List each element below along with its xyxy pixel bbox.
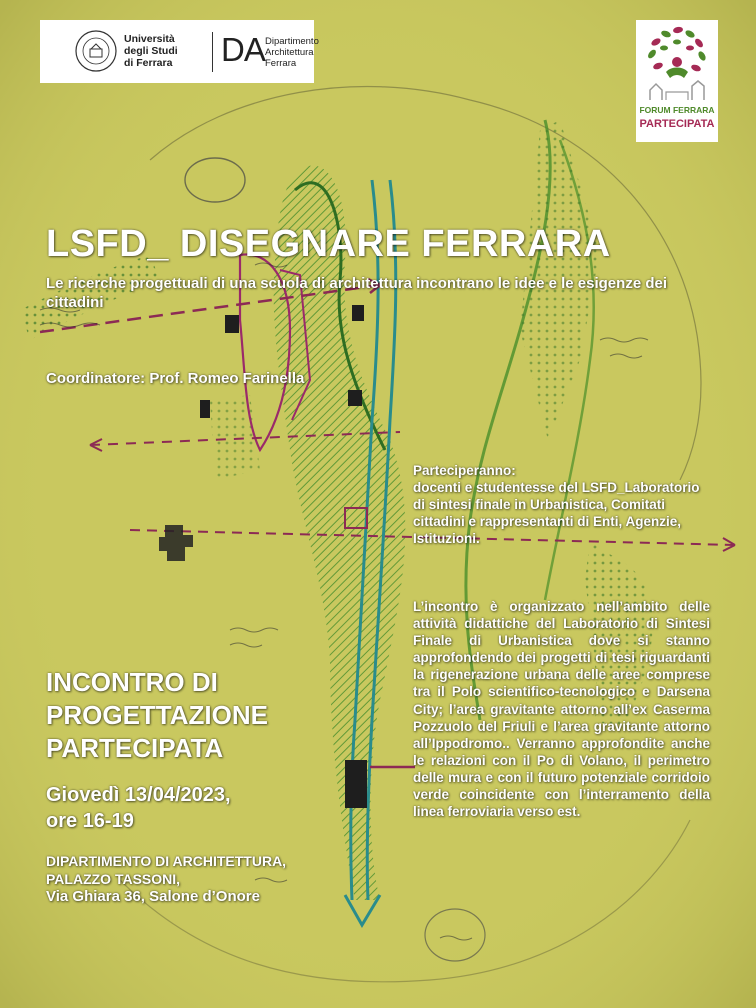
forum-label-line2: PARTECIPATA xyxy=(639,118,715,130)
forum-label-line1: FORUM FERRARA xyxy=(639,105,715,115)
event-time: ore 16-19 xyxy=(46,810,134,832)
venue-address: Via Ghiara 36, Salone d’Onore xyxy=(46,888,260,905)
venue-line2: PALAZZO TASSONI, xyxy=(46,871,181,887)
event-title-line3: PARTECIPATA xyxy=(46,733,224,763)
event-date: Giovedì 13/04/2023, xyxy=(46,784,231,806)
department-name-line3: Ferrara xyxy=(265,58,297,69)
department-name-line1: Dipartimento xyxy=(265,36,319,47)
university-name xyxy=(124,33,204,69)
da-mark: DA xyxy=(221,31,265,68)
event-title-line1: INCONTRO DI xyxy=(46,667,218,697)
event-datetime xyxy=(46,782,231,834)
participants-text: docenti e studentesse del LSFD_Laboratorio di sintesi finale in Urbanistica, Comitati cittadini e rappresentanti di Enti, Agenzie, Istituzioni. xyxy=(413,480,700,546)
poster-subtitle: Le ricerche progettuali di una scuola di architettura incontrano le idee e le esigenze dei cittadini xyxy=(46,275,667,311)
participants-block xyxy=(413,462,713,547)
event-title xyxy=(46,666,386,765)
department-name-line2: Architettura xyxy=(265,47,314,58)
venue-line1: DIPARTIMENTO DI ARCHITETTURA, xyxy=(46,853,287,869)
event-venue xyxy=(46,852,386,906)
university-seal-icon xyxy=(74,29,118,73)
forum-tree-icon xyxy=(636,20,718,104)
department-name xyxy=(265,36,335,69)
forum-ferrara-logo xyxy=(636,20,718,142)
university-logo xyxy=(40,20,319,83)
event-title-line2: PROGETTAZIONE xyxy=(46,700,268,730)
university-name-line1: Università xyxy=(124,33,175,45)
poster-title: LSFD_ DISEGNARE FERRARA xyxy=(46,223,611,265)
university-name-line2: degli Studi xyxy=(124,45,178,57)
university-name-line3: di Ferrara xyxy=(124,57,173,69)
event-description: L’incontro è organizzato nell’ambito delle attività didattiche del Laboratorio di Sintesi Finale di Urbanistica dove si stanno approfondendo dei progetti di tesi riguardanti la rigenerazione urbana delle aree comprese tra il Polo scientifico-tecnologico e Darsena City; l’area gravitante attorno all’ex Caserma Pozzuolo del Friuli e l’area gravitante attorno all’Ippodromo.. Verranno approfondite anche le relazioni con il Po di Volano, il perimetro delle mura e con il futuro potenziale corridoio verde coincidente con l’interramento della linea ferroviaria verso est. xyxy=(413,599,710,820)
coordinator-line: Coordinatore: Prof. Romeo Farinella xyxy=(46,370,305,387)
participants-heading: Parteciperanno: xyxy=(413,463,516,478)
logo-divider xyxy=(212,32,213,72)
